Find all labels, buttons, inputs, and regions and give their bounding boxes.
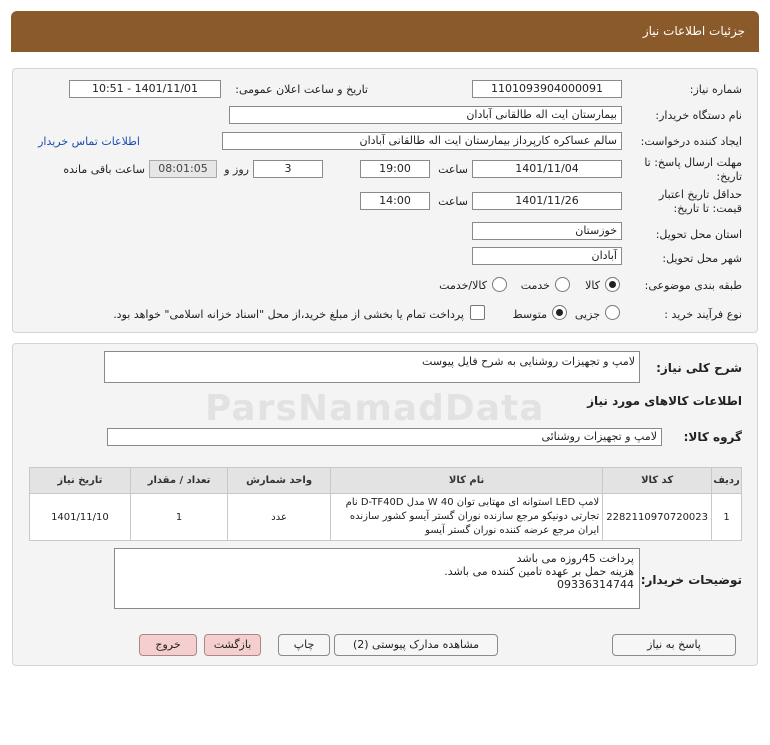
buyer-label: نام دستگاه خریدار: xyxy=(655,109,742,122)
deadline-time-label: ساعت xyxy=(438,163,468,176)
deadline-label-line2: تاریخ: xyxy=(716,170,742,183)
page-title: جزئیات اطلاعات نیاز xyxy=(642,24,745,38)
buyer-field: بیمارستان ایت اله طالقانی آبادان xyxy=(229,106,622,124)
cell-unit: عدد xyxy=(228,494,331,541)
validity-time-label: ساعت xyxy=(438,195,468,208)
process-medium-label: متوسط xyxy=(512,308,547,321)
page-header xyxy=(11,11,759,52)
col-header-qty: تعداد / مقدار xyxy=(130,468,228,494)
days-label: روز و xyxy=(224,163,249,176)
back-button[interactable]: بازگشت xyxy=(204,634,261,656)
process-medium-radio[interactable] xyxy=(552,305,567,320)
deadline-time-field: 19:00 xyxy=(360,160,430,178)
treasury-payment-note: پرداخت تمام یا بخشی از مبلغ خرید،از محل "اسناد خزانه اسلامی" خواهد بود. xyxy=(113,308,464,321)
category-label: طبقه بندی موضوعی: xyxy=(644,279,742,292)
table-row xyxy=(30,494,742,541)
need-number-field: 1101093904000091 xyxy=(472,80,622,98)
goods-group-label: گروه کالا: xyxy=(683,430,742,444)
cell-row-number: 1 xyxy=(712,494,742,541)
validity-label-line2: قیمت: تا تاریخ: xyxy=(673,202,742,215)
col-header-code: کد کالا xyxy=(603,468,712,494)
deadline-date-field: 1401/11/04 xyxy=(472,160,622,178)
exit-button[interactable]: خروج xyxy=(139,634,197,656)
remaining-time-field: 08:01:05 xyxy=(149,160,217,178)
validity-date-field: 1401/11/26 xyxy=(472,192,622,210)
col-header-name: نام کالا xyxy=(330,468,602,494)
view-attachments-button[interactable]: مشاهده مدارک پیوستی (2) xyxy=(334,634,498,656)
goods-group-field: لامپ و تجهیزات روشنائی xyxy=(107,428,662,446)
announce-label: تاریخ و ساعت اعلان عمومی: xyxy=(235,83,368,96)
cell-code: 2282110970720023 xyxy=(603,494,712,541)
category-service-label: خدمت xyxy=(520,279,550,292)
col-header-date: تاریخ نیاز xyxy=(30,468,131,494)
summary-field: لامپ و تجهیزات روشنایی به شرح فایل پیوست xyxy=(104,351,640,383)
validity-label-line1: حداقل تاریخ اعتبار xyxy=(658,188,742,201)
goods-table-header-row xyxy=(30,468,742,494)
category-goods-radio[interactable] xyxy=(605,277,620,292)
buyer-notes-label: توضیحات خریدار: xyxy=(640,573,742,587)
cell-date: 1401/11/10 xyxy=(30,494,131,541)
print-button[interactable]: چاپ xyxy=(278,634,330,656)
goods-info-title: اطلاعات کالاهای مورد نیاز xyxy=(587,394,742,408)
creator-label: ایجاد کننده درخواست: xyxy=(640,135,742,148)
cell-name: لامپ LED استوانه ای مهتابی توان 40 W مدل D-TF40D نام تجارتی دونیکو مرجع سازنده نوران گستر آیسو کشور سازنده ایران مرجع عرضه کننده نوران گستر آیسو xyxy=(330,494,602,541)
col-header-unit: واحد شمارش xyxy=(228,468,331,494)
category-goods-label: کالا xyxy=(585,279,600,292)
category-service-radio[interactable] xyxy=(555,277,570,292)
process-minor-label: جزیی xyxy=(574,308,600,321)
creator-field: سالم عساکره کارپرداز بیمارستان ایت اله طالقانی آبادان xyxy=(222,132,622,150)
remaining-time-label: ساعت باقی مانده xyxy=(63,163,145,176)
days-remaining-field: 3 xyxy=(253,160,323,178)
col-header-row-number: ردیف xyxy=(712,468,742,494)
process-type-label: نوع فرآیند خرید : xyxy=(664,308,742,321)
city-field: آبادان xyxy=(472,247,622,265)
need-number-label: شماره نیاز: xyxy=(689,83,742,96)
province-field: خوزستان xyxy=(472,222,622,240)
city-label: شهر محل تحویل: xyxy=(662,252,742,265)
treasury-payment-checkbox[interactable] xyxy=(470,305,485,320)
province-label: استان محل تحویل: xyxy=(655,228,742,241)
goods-table xyxy=(29,467,742,541)
buyer-notes-field: پرداخت 45روزه می باشد هزینه حمل بر عهده تامین کننده می باشد. 09336314744 xyxy=(114,548,640,609)
category-goods-service-label: کالا/خدمت xyxy=(439,279,487,292)
category-goods-service-radio[interactable] xyxy=(492,277,507,292)
summary-label: شرح کلی نیاز: xyxy=(656,361,742,375)
deadline-label-line1: مهلت ارسال پاسخ: تا xyxy=(644,156,742,169)
reply-button[interactable]: پاسخ به نیاز xyxy=(612,634,736,656)
announce-field: 1401/11/01 - 10:51 xyxy=(69,80,221,98)
cell-qty: 1 xyxy=(130,494,228,541)
process-minor-radio[interactable] xyxy=(605,305,620,320)
buyer-contact-link[interactable]: اطلاعات تماس خریدار xyxy=(38,135,140,148)
validity-time-field: 14:00 xyxy=(360,192,430,210)
